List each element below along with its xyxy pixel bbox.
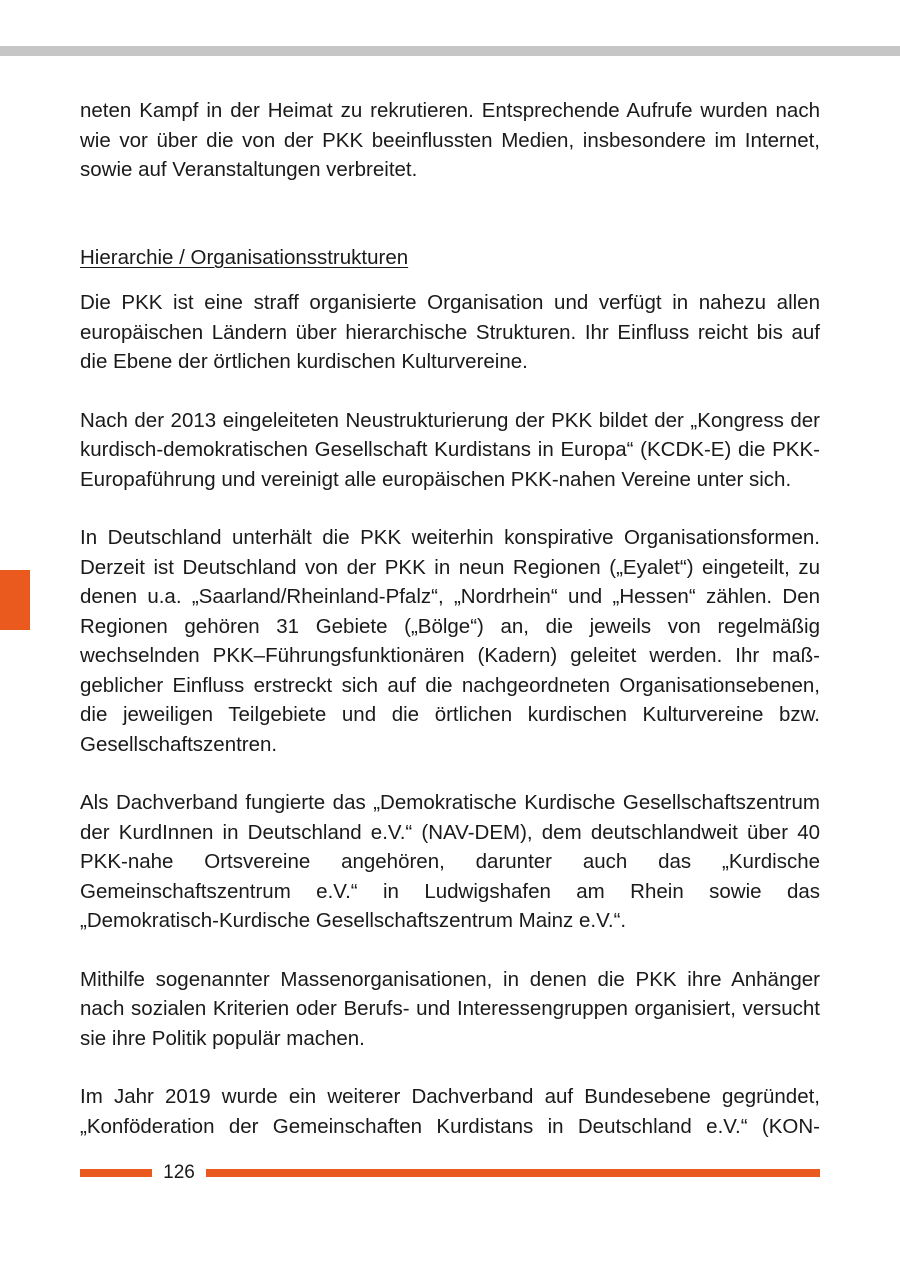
section-heading: Hierarchie / Organisationsstrukturen	[80, 245, 409, 269]
intro-paragraph: neten Kampf in der Heimat zu rekrutieren. Entsprechende Aufrufe wurden nach wie vor über die von der PKK beeinflussten Medien, insbesondere im Internet, sowie auf Veranstaltungen verbreitet.	[80, 99, 820, 181]
page-body	[80, 96, 820, 1141]
paragraph-kcdk-e: Nach der 2013 eingeleiteten Neustrukturierung der PKK bildet der „Kongress der kurdisch-demokratischen Gesellschaft Kurdistans in Europa“ (KCDK-E) die PKK-Europaführung und vereinigt alle europäischen PKK-nahen Vereine unter sich.	[80, 408, 820, 491]
page-footer	[80, 1160, 820, 1186]
paragraph-mass-organisations: Mithilfe sogenannter Massenorganisationen, in denen die PKK ihre Anhänger nach sozialen Kriterien oder Berufs- und Interessengruppen organisiert, versucht sie ihre Politik populär machen.	[80, 967, 820, 1050]
paragraph-germany-regions: In Deutschland unterhält die PKK weiterhin konspirative Organisationsformen. Derzeit ist Deutschland von der PKK in neun Regionen („Eyalet“) eingeteilt, zu denen u.a. „Saarland/Rheinland-Pfalz“, „Nordrhein“ und „Hessen“ zählen. Den Regionen gehören 31 Gebiete („Bölge“) an, die jeweils von regelmäßig wechselnden PKK–Führungsfunktionären (Kadern) geleitet werden. Ihr maßgeblicher Einfluss erstreckt sich auf die nachgeordneten Organisationsebenen, die jeweiligen Teilgebiete und die örtlichen kurdischen Kulturvereine bzw. Gesellschaftszentren.	[80, 526, 820, 756]
paragraph-nav-dem: Als Dachverband fungierte das „Demokratische Kurdische Gesellschaftszentrum der KurdInnen in Deutschland e.V.“ (NAV-DEM), dem deutschlandweit über 40 PKK-nahe Ortsvereine angehören, darunter auch das „Kurdische Gemeinschaftszentrum e.V.“ in Ludwigshafen am Rhein sowie das „Demokratisch-Kurdische Gesellschaftszentrum Mainz e.V.“.	[80, 791, 820, 932]
footer-bar-left	[80, 1169, 152, 1177]
footer-bar-right	[206, 1169, 820, 1177]
paragraph-structure: Die PKK ist eine straff organisierte Organisation und verfügt in nahezu allen europäischen Ländern über hierarchische Strukturen. Ihr Einfluss reicht bis auf die Ebene der örtlichen kurdischen Kulturvereine.	[80, 291, 820, 373]
chapter-tab-marker	[0, 570, 30, 630]
page-number: 126	[163, 1162, 195, 1183]
header-rule	[0, 46, 900, 56]
paragraph-kon-med: Im Jahr 2019 wurde ein weiterer Dachverband auf Bundesebene gegründet, „Konföderation der Gemeinschaften Kurdistans in Deutschland e.V.“ (KON-	[80, 1085, 820, 1138]
